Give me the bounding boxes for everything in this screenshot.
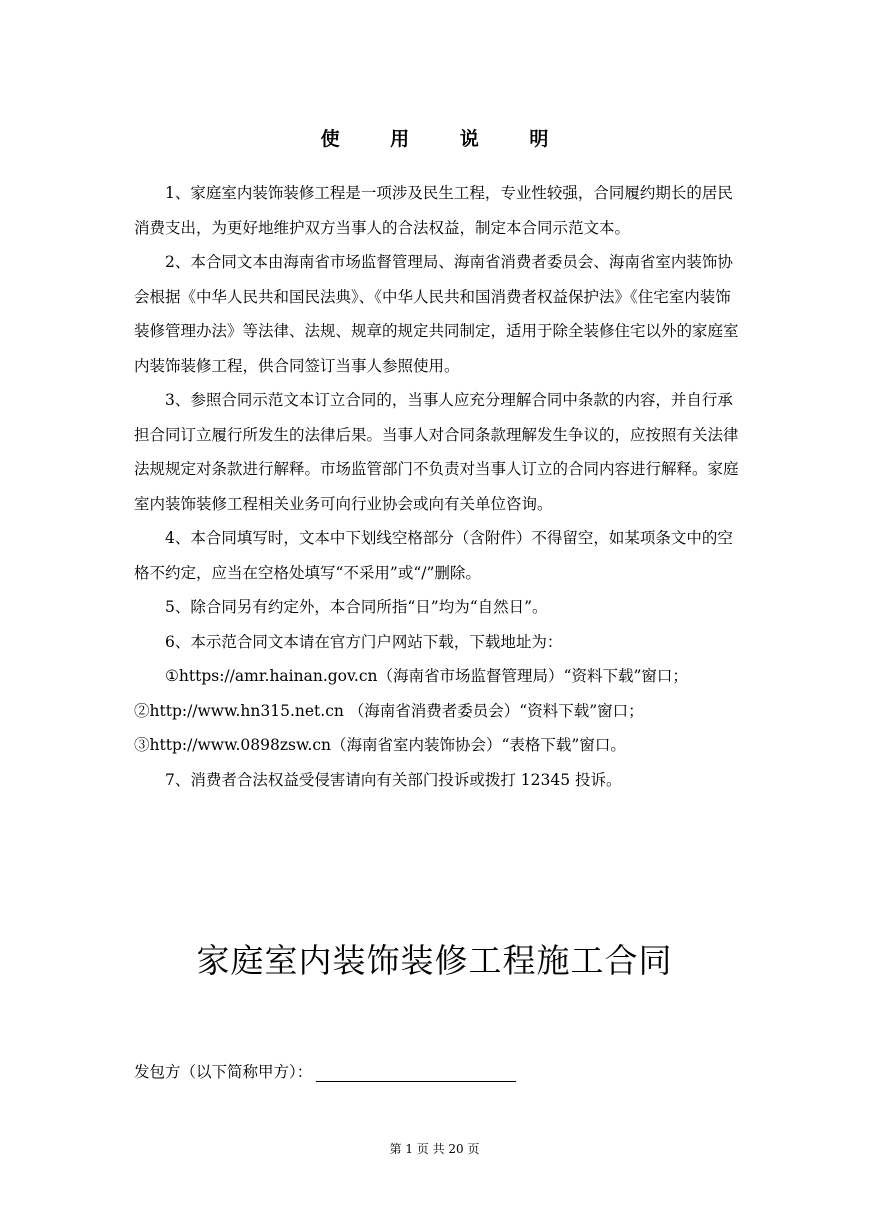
instruction-item-7: 7、消费者合法权益受侵害请向有关部门投诉或拨打 12345 投诉。	[165, 770, 622, 789]
party-a-blank-field[interactable]	[316, 1063, 516, 1082]
instruction-item-1: 1、家庭室内装饰装修工程是一项涉及民生工程，专业性较强，合同履约期长的居民消费支出，为更好地维护双方当事人的合法权益，制定本合同示范文本。	[134, 184, 733, 237]
instruction-item-6: 6、本示范合同文本请在官方门户网站下载，下载地址为：	[165, 632, 563, 651]
instructions-title: 使 用 说 明	[320, 128, 571, 150]
contract-title: 家庭室内装饰装修工程施工合同	[196, 941, 673, 980]
instructions-body	[134, 176, 740, 797]
instruction-item-5: 5、除合同另有约定外，本合同所指“日”均为“自然日”。	[165, 598, 548, 616]
instruction-item-2: 2、本合同文本由海南省市场监督管理局、海南省消费者委员会、海南省室内装饰协会根据《中华人民共和国民法典》、《中华人民共和国消费者权益保护法》《住宅室内装饰装修管理办法》等法律、法规、规章的规定共同制定，适用于除全装修住宅以外的家庭室内装饰装修工程，供合同签订当事人参照使用。	[134, 253, 739, 375]
download-links: ①https://amr.hainan.gov.cn（海南省市场监督管理局）“资料下载”窗口；②http://www.hn315.net.cn （海南省消费者委员会）“资料下载”窗口；③http://www.0898zsw.cn（海南省室内装饰协会）“表格下载”窗口。	[134, 667, 688, 754]
instruction-item-4: 4、本合同填写时，文本中下划线空格部分（含附件）不得留空，如某项条文中的空格不约定，应当在空格处填写“不采用”或“/”删除。	[134, 529, 733, 582]
party-a-label: 发包方（以下简称甲方）：	[134, 1063, 313, 1081]
instruction-item-3: 3、参照合同示范文本订立合同的，当事人应充分理解合同中条款的内容，并自行承担合同订立履行所发生的法律后果。当事人对合同条款理解发生争议的，应按照有关法律法规规定对条款进行解释。市场监管部门不负责对当事人订立的合同内容进行解释。家庭室内装饰装修工程相关业务可向行业协会或向有关单位咨询。	[134, 391, 739, 513]
page-number: 第 1 页 共 20 页	[389, 1142, 480, 1156]
party-a-line	[134, 1060, 516, 1082]
